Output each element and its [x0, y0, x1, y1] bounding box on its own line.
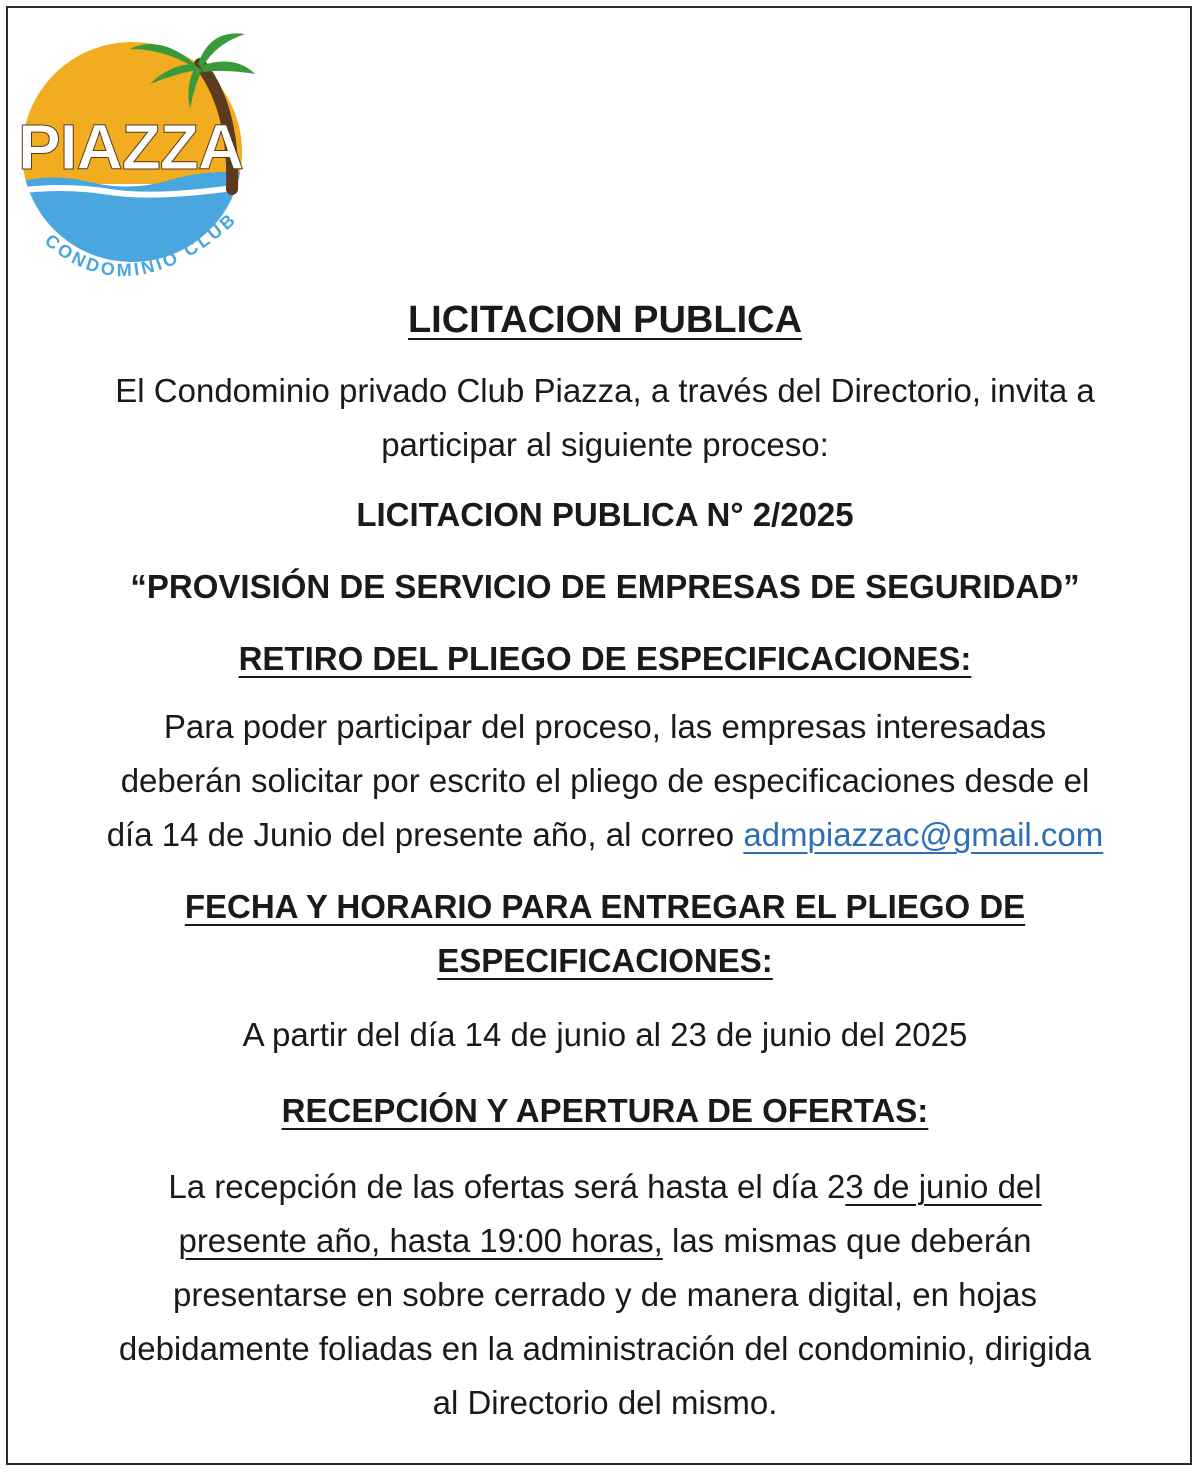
- section-heading-reception: RECEPCIÓN Y APERTURA DE OFERTAS:: [281, 1092, 929, 1129]
- reception-line-2-text: las mismas que deberán: [662, 1222, 1032, 1259]
- notice-body: [40, 290, 1170, 1430]
- delivery-dates: A partir del día 14 de junio al 23 de junio del 2025: [242, 1016, 968, 1053]
- reception-line-4: debidamente foliadas en la administración del condominio, dirigida: [118, 1330, 1092, 1367]
- reception-deadline-date: 3 de junio del: [845, 1168, 1042, 1205]
- withdrawal-line-2: deberán solicitar por escrito el pliego de especificaciones desde el: [120, 762, 1090, 799]
- service-title: “PROVISIÓN DE SERVICIO DE EMPRESAS DE SEGURIDAD”: [130, 568, 1080, 605]
- withdrawal-line-3: [40, 808, 1170, 862]
- logo-wordmark: PIAZZA: [18, 111, 244, 183]
- intro-line-1: El Condominio privado Club Piazza, a través del Directorio, invita a: [115, 372, 1095, 409]
- section-heading-delivery: [40, 880, 1170, 988]
- section-heading-withdrawal: RETIRO DEL PLIEGO DE ESPECIFICACIONES:: [238, 640, 972, 677]
- delivery-heading-line-2: ESPECIFICACIONES:: [437, 942, 773, 979]
- piazza-logo: [10, 24, 260, 284]
- intro: [40, 364, 1170, 472]
- reception-deadline-time: presente año, hasta 19:00 horas,: [178, 1222, 663, 1259]
- reception-line-1: [40, 1160, 1170, 1214]
- reception-line-5: al Directorio del mismo.: [432, 1384, 778, 1421]
- withdrawal-line-1: Para poder participar del proceso, las empresas interesadas: [163, 708, 1047, 745]
- intro-line-2: participar al siguiente proceso:: [381, 426, 829, 463]
- email-link[interactable]: admpiazzac@gmail.com: [743, 816, 1104, 853]
- logo-ring-text: CONDOMINIO CLUB: [41, 208, 241, 281]
- section-reception-text: [40, 1160, 1170, 1430]
- withdrawal-line-3-text: día 14 de Junio del presente año, al correo: [106, 816, 744, 853]
- reception-line-3: presentarse en sobre cerrado y de manera digital, en hojas: [172, 1276, 1037, 1313]
- page-title: LICITACION PUBLICA: [407, 299, 803, 341]
- reception-line-1-text: La recepción de las ofertas será hasta el día 2: [168, 1168, 846, 1205]
- reception-line-2: [40, 1214, 1170, 1268]
- tender-number: LICITACION PUBLICA N° 2/2025: [356, 496, 854, 533]
- section-withdrawal-text: [40, 700, 1170, 862]
- delivery-heading-line-1: FECHA Y HORARIO PARA ENTREGAR EL PLIEGO DE: [184, 888, 1026, 925]
